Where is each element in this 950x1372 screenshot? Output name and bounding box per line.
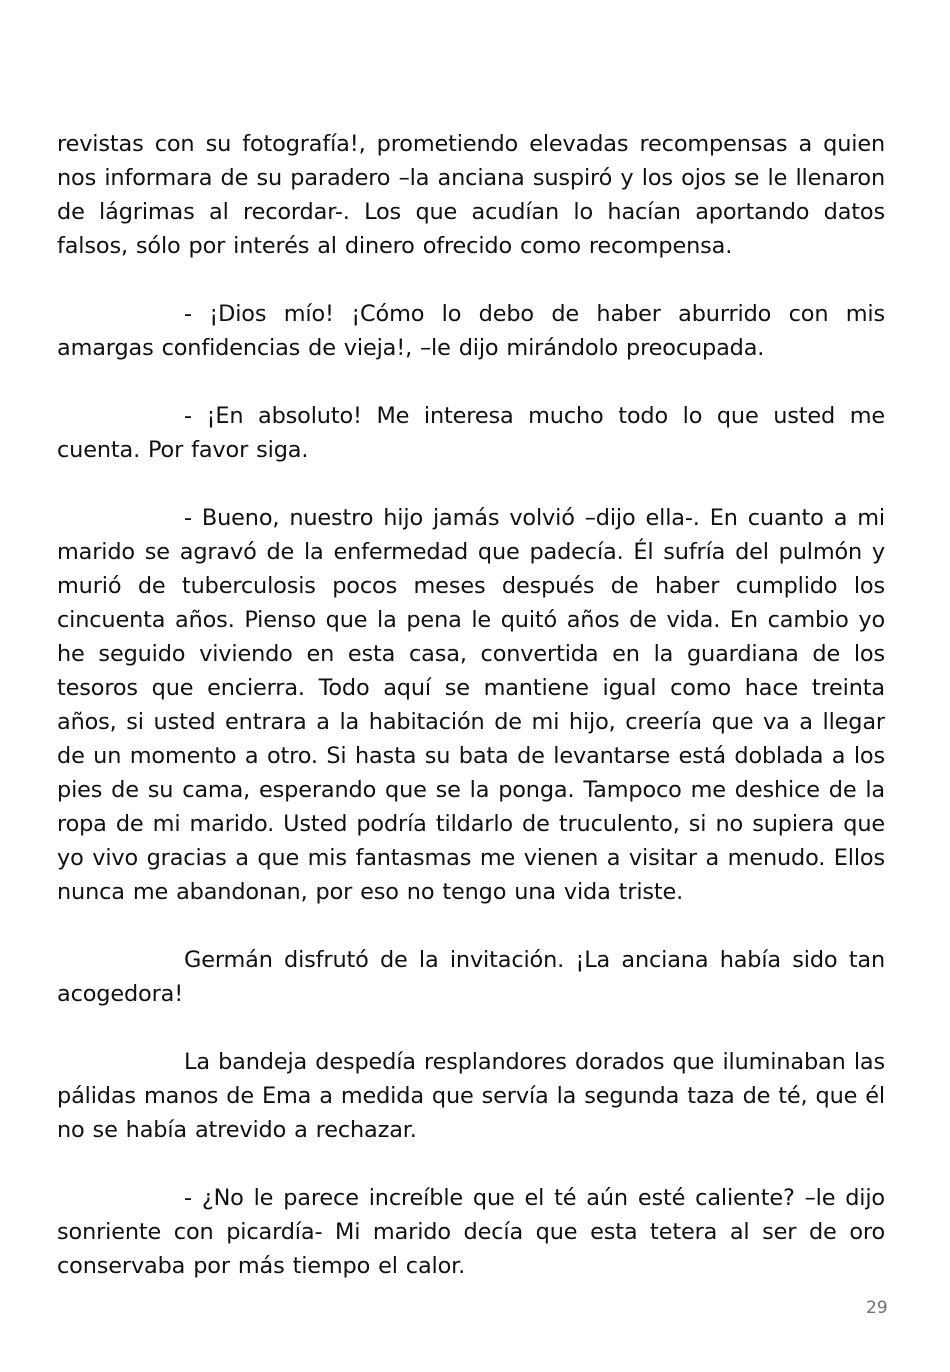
- paragraph-5: Germán disfrutó de la invitación. ¡La anciana había sido tan acogedora!: [57, 947, 885, 1007]
- paragraph-1: revistas con su fotografía!, prometiendo elevadas recompensas a quien nos informara de su paradero –la anciana suspiró y los ojos se le llenaron de lágrimas al recordar-. Los que acudían lo hacían aportando datos falsos, sólo por interés al dinero ofrecido como recompensa.: [57, 131, 885, 259]
- page-body: [57, 127, 885, 1317]
- paragraph-7: - ¿No le parece increíble que el té aún esté caliente? –le dijo sonriente con picardía- Mi marido decía que esta tetera al ser de oro conservaba por más tiempo el calor.: [57, 1185, 885, 1279]
- page-number: 29: [866, 1298, 888, 1318]
- paragraph-2: - ¡Dios mío! ¡Cómo lo debo de haber aburrido con mis amargas confidencias de vieja!, –le dijo mirándolo preocupada.: [57, 301, 885, 361]
- paragraph-6: La bandeja despedía resplandores dorados que iluminaban las pálidas manos de Ema a medida que servía la segunda taza de té, que él no se había atrevido a rechazar.: [57, 1049, 885, 1143]
- paragraph-4: - Bueno, nuestro hijo jamás volvió –dijo ella-. En cuanto a mi marido se agravó de la enfermedad que padecía. Él sufría del pulmón y murió de tuberculosis pocos meses después de haber cumplido los cincuenta años. Pienso que la pena le quitó años de vida. En cambio yo he seguido viviendo en esta casa, convertida en la guardiana de los tesoros que encierra. Todo aquí se mantiene igual como hace treinta años, si usted entrara a la habitación de mi hijo, creería que va a llegar de un momento a otro. Si hasta su bata de levantarse está doblada a los pies de su cama, esperando que se la ponga. Tampoco me deshice de la ropa de mi marido. Usted podría tildarlo de truculento, si no supiera que yo vivo gracias a que mis fantasmas me vienen a visitar a menudo. Ellos nunca me abandonan, por eso no tengo una vida triste.: [57, 505, 885, 905]
- paragraph-3: - ¡En absoluto! Me interesa mucho todo lo que usted me cuenta. Por favor siga.: [57, 403, 885, 463]
